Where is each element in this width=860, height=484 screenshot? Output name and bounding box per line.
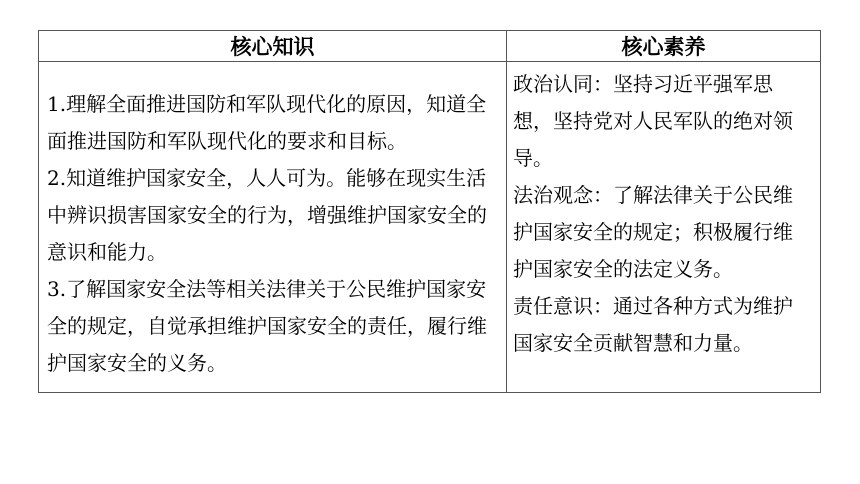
literacy-responsibility: 责任意识：通过各种方式为维护国家安全贡献智慧和力量。	[513, 294, 793, 355]
literacy-rule-of-law: 法治观念：了解法律关于公民维护国家安全的规定；积极履行维护国家安全的法定义务。	[513, 183, 793, 281]
knowledge-literacy-table	[38, 30, 821, 393]
knowledge-item-2: 2.知道维护国家安全，人人可为。能够在现实生活中辨识损害国家安全的行为，增强维护国家安全的意识和能力。	[47, 166, 487, 264]
core-knowledge-cell	[39, 62, 507, 393]
literacy-political-identity: 政治认同：坚持习近平强军思想，坚持党对人民军队的绝对领导。	[513, 72, 793, 170]
header-core-literacy: 核心素养	[507, 31, 821, 62]
knowledge-item-1: 1.理解全面推进国防和军队现代化的原因，知道全面推进国防和军队现代化的要求和目标。	[47, 92, 487, 153]
header-row	[39, 31, 821, 62]
header-core-knowledge: 核心知识	[39, 31, 507, 62]
core-literacy-cell	[507, 62, 821, 393]
knowledge-item-3: 3.了解国家安全法等相关法律关于公民维护国家安全的规定，自觉承担维护国家安全的责任，履行维护国家安全的义务。	[47, 277, 487, 375]
content-row	[39, 62, 821, 393]
